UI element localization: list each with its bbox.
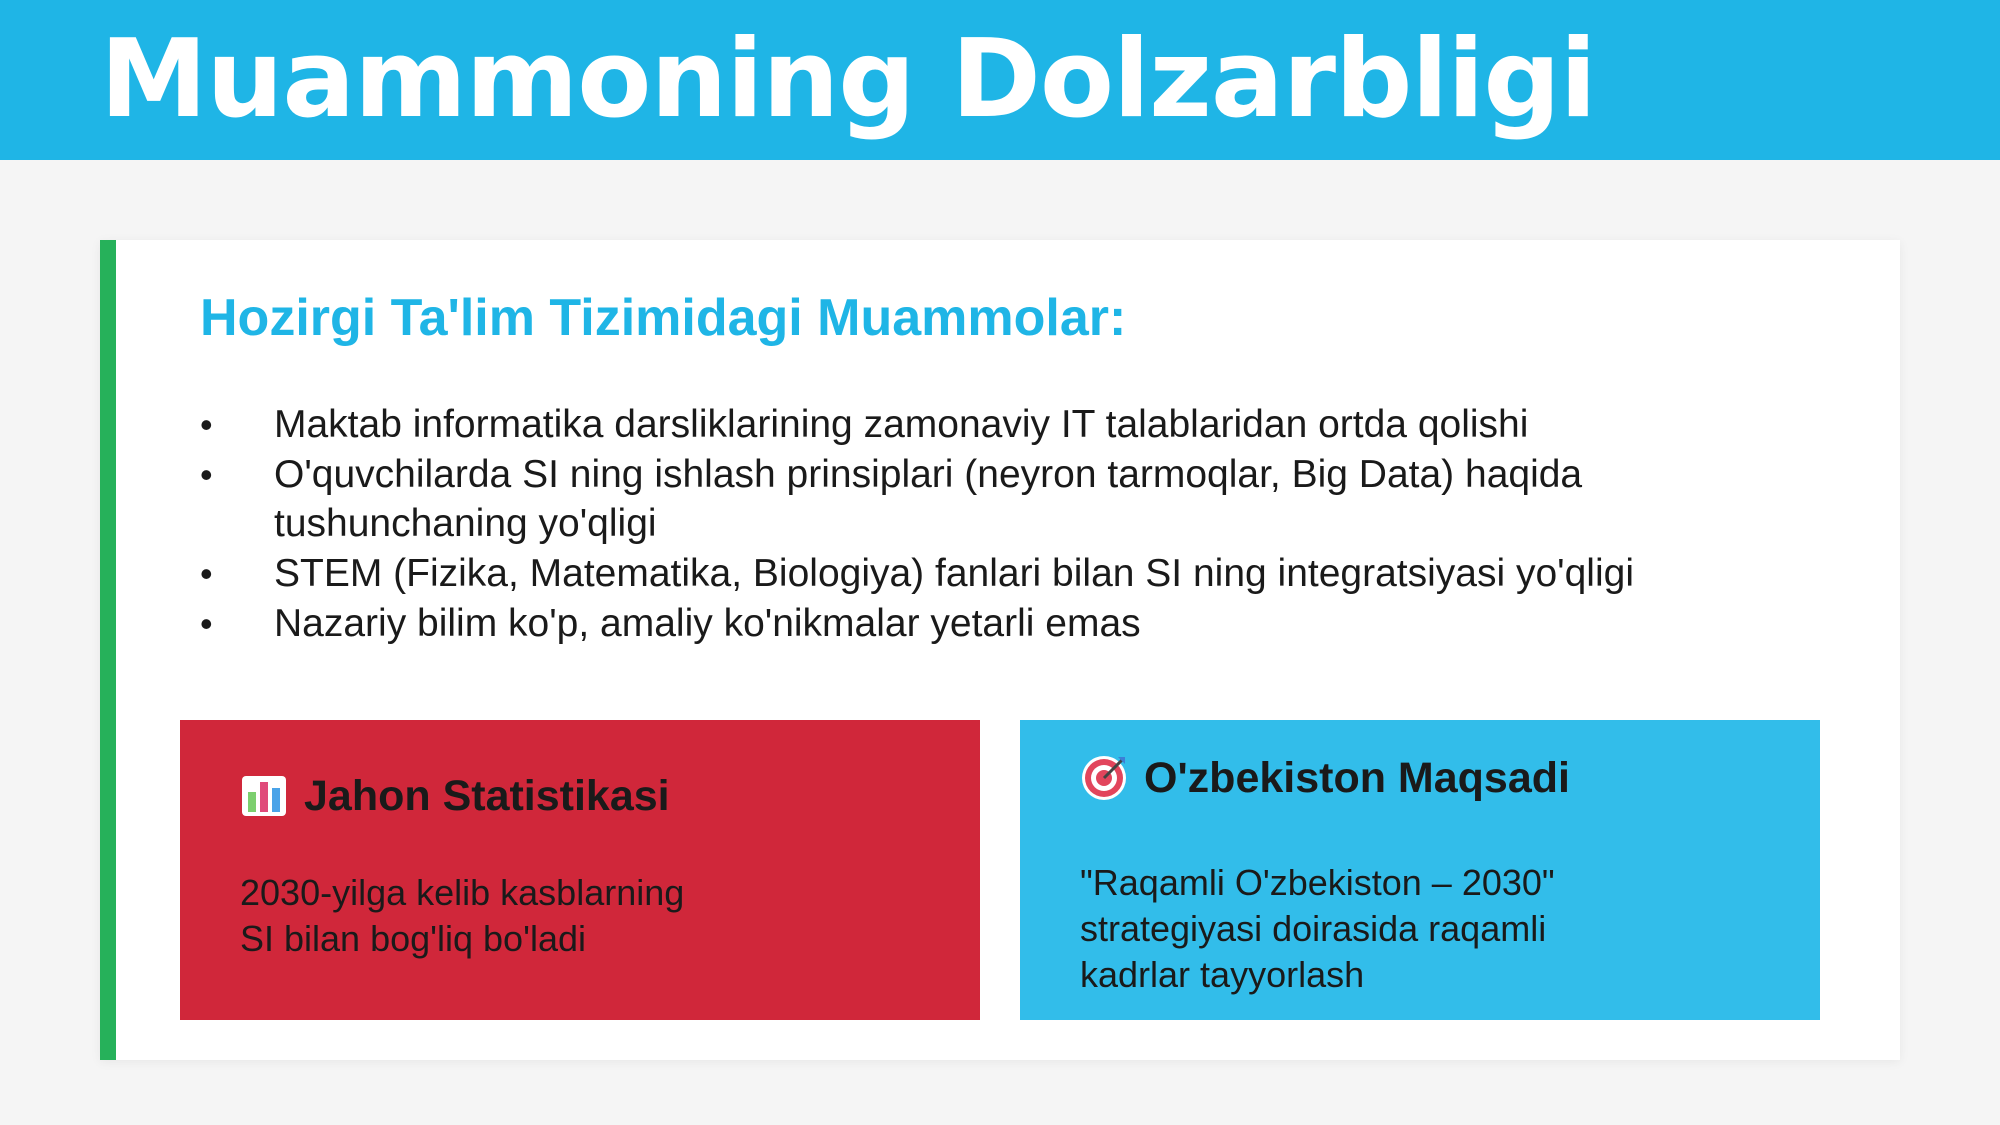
list-item-text: Maktab informatika darsliklarining zamonaviy IT talablaridan ortda qolishi bbox=[274, 403, 1529, 446]
header-bar bbox=[0, 0, 2000, 160]
world-statistics-line: 2030-yilga kelib kasblarning bbox=[240, 872, 685, 913]
bullet-dot: • bbox=[200, 454, 213, 495]
uzbekistan-goal-line: kadrlar tayyorlash bbox=[1080, 954, 1365, 995]
uzbekistan-goal-text bbox=[1080, 860, 1600, 998]
uzbekistan-goal-header bbox=[1080, 752, 1570, 804]
bullet-dot: • bbox=[200, 553, 213, 594]
world-statistics-header bbox=[240, 770, 670, 822]
list-item-text: O'quvchilarda SI ning ishlash prinsiplari (neyron tarmoqlar, Big Data) haqida tushunchaning yo'qligi bbox=[274, 453, 1583, 545]
list-item bbox=[200, 400, 1820, 449]
card-accent-bar bbox=[100, 240, 116, 1060]
target-icon bbox=[1080, 754, 1128, 802]
list-item-text: STEM (Fizika, Matematika, Biologiya) fanlari bilan SI ning integratsiyasi yo'qligi bbox=[274, 552, 1634, 595]
list-item bbox=[200, 599, 1820, 648]
section-title: Hozirgi Ta'lim Tizimidagi Muammolar: bbox=[200, 289, 1127, 347]
uzbekistan-goal-line: "Raqamli O'zbekiston – 2030" bbox=[1080, 862, 1555, 903]
world-statistics-title: Jahon Statistikasi bbox=[304, 772, 670, 820]
content-card bbox=[100, 240, 1900, 1060]
bullet-dot: • bbox=[200, 404, 213, 445]
uzbekistan-goal-line: strategiyasi doirasida raqamli bbox=[1080, 908, 1547, 949]
world-statistics-line: SI bilan bog'liq bo'ladi bbox=[240, 918, 586, 959]
problem-list bbox=[200, 400, 1820, 649]
bullet-dot: • bbox=[200, 603, 213, 644]
bar-chart-icon bbox=[240, 772, 288, 820]
list-item-text: Nazariy bilim ko'p, amaliy ko'nikmalar yetarli emas bbox=[274, 602, 1141, 645]
list-item bbox=[200, 549, 1820, 598]
page-title: Muammoning Dolzarbligi bbox=[100, 17, 1596, 142]
list-item bbox=[200, 450, 1820, 548]
world-statistics-box bbox=[180, 720, 980, 1020]
world-statistics-text bbox=[240, 870, 760, 962]
uzbekistan-goal-box bbox=[1020, 720, 1820, 1020]
uzbekistan-goal-title: O'zbekiston Maqsadi bbox=[1144, 754, 1570, 802]
